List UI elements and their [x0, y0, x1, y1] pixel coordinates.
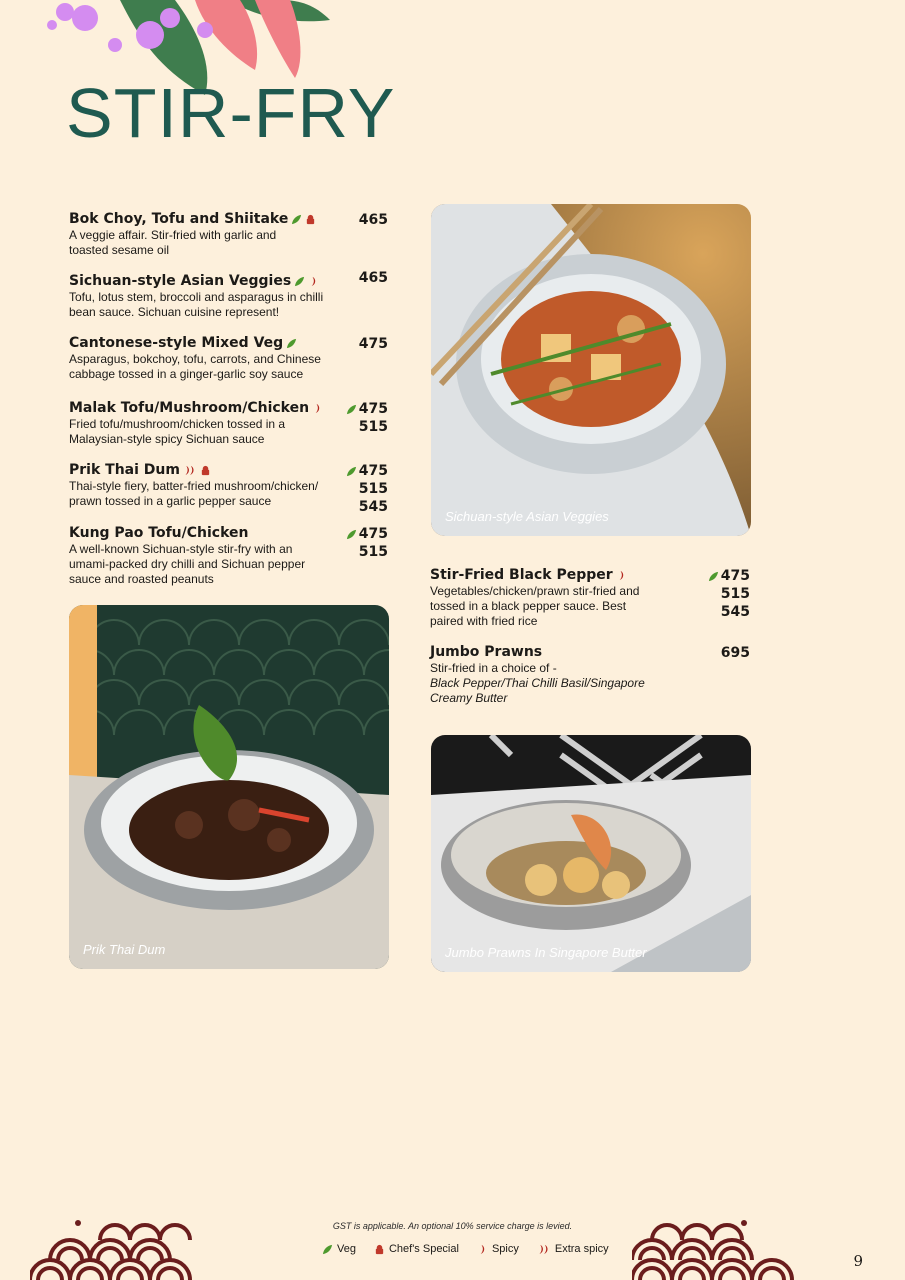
item-name: Bok Choy, Tofu and Shiitake — [69, 211, 289, 227]
veg-icon — [346, 466, 357, 477]
price: 475 — [358, 526, 388, 542]
item-prices — [319, 335, 388, 353]
price: 465 — [358, 212, 388, 228]
item-name: Cantonese-style Mixed Veg — [69, 335, 284, 351]
photo-jumbo-prawns — [431, 735, 751, 972]
item-description: A veggie affair. Stir-fried with garlic and toasted sesame oil — [69, 228, 277, 257]
veg-icon — [286, 338, 297, 349]
price: 515 — [358, 419, 388, 435]
price: 515 — [720, 586, 750, 602]
item-description-options: Black Pepper/Thai Chilli Basil/Singapore Creamy Butter — [430, 676, 645, 705]
item-name: Prik Thai Dum — [69, 462, 180, 478]
price: 475 — [720, 568, 750, 584]
price: 475 — [358, 463, 388, 479]
legend-item — [477, 1243, 519, 1255]
item-prices — [680, 567, 750, 621]
item-name: Malak Tofu/Mushroom/Chicken — [69, 400, 310, 416]
price: 515 — [358, 481, 388, 497]
photo-prik-thai-dum — [69, 605, 389, 969]
photo-caption: Sichuan-style Asian Veggies — [445, 509, 609, 524]
legend-label: Spicy — [491, 1243, 519, 1255]
menu-item-kung-pao — [69, 525, 389, 587]
legend-label: Extra spicy — [554, 1243, 609, 1255]
item-prices — [680, 644, 750, 662]
photo-caption: Prik Thai Dum — [83, 942, 166, 957]
legend-item — [374, 1243, 459, 1255]
menu-item-sichuan-veggies — [69, 270, 389, 320]
spicy-icon — [616, 570, 627, 581]
spicy-icon — [308, 276, 319, 287]
extra-spicy-icon — [183, 465, 197, 476]
legend-label: Chef's Special — [388, 1243, 459, 1255]
chef-special-icon — [200, 465, 211, 476]
chef-special-icon — [374, 1244, 385, 1255]
veg-icon — [322, 1244, 333, 1255]
photo-sichuan-veggies — [431, 204, 751, 536]
menu-item-prik-thai-dum — [69, 462, 389, 515]
item-name: Kung Pao Tofu/Chicken — [69, 525, 249, 541]
wave-decoration-right — [632, 1215, 798, 1280]
icon-legend — [322, 1243, 609, 1255]
price: 695 — [720, 645, 750, 661]
price: 475 — [358, 336, 388, 352]
legend-item — [322, 1243, 356, 1255]
item-name: Jumbo Prawns — [430, 644, 543, 660]
chef-special-icon — [305, 214, 316, 225]
price: 545 — [720, 604, 750, 620]
veg-icon — [346, 529, 357, 540]
menu-item-jumbo-prawns — [430, 644, 751, 706]
photo-caption: Jumbo Prawns In Singapore Butter — [445, 945, 647, 960]
veg-icon — [708, 571, 719, 582]
item-prices — [319, 211, 388, 229]
item-prices — [319, 269, 388, 287]
menu-item-malak — [69, 400, 389, 447]
item-description: Tofu, lotus stem, broccoli and asparagus in chilli bean sauce. Sichuan cuisine represent! — [69, 290, 324, 319]
item-name: Stir-Fried Black Pepper — [430, 567, 613, 583]
item-description: Thai-style fiery, batter-fried mushroom/chicken/ prawn tossed in a garlic pepper sauce — [69, 479, 319, 508]
page-number: 9 — [853, 1252, 863, 1270]
extra-spicy-icon — [537, 1244, 551, 1255]
veg-icon — [291, 214, 302, 225]
price: 515 — [358, 544, 388, 560]
veg-icon — [346, 404, 357, 415]
item-prices — [319, 525, 388, 561]
menu-item-cantonese-mixed-veg — [69, 335, 389, 382]
item-description: Asparagus, bokchoy, tofu, carrots, and Chinese cabbage tossed in a ginger-garlic soy sauce — [69, 352, 321, 381]
item-description: Vegetables/chicken/prawn stir-fried and tossed in a black pepper sauce. Best paired with fried rice — [430, 584, 640, 628]
price: 465 — [358, 270, 388, 286]
menu-item-bok-choy — [69, 211, 389, 258]
item-name: Sichuan-style Asian Veggies — [69, 273, 292, 289]
legend-label: Veg — [337, 1243, 356, 1255]
item-description: Fried tofu/mushroom/chicken tossed in a Malaysian-style spicy Sichuan sauce — [69, 417, 286, 446]
page-title: STIR-FRY — [66, 74, 396, 152]
item-prices — [319, 400, 388, 436]
item-description: A well-known Sichuan-style stir-fry with an umami-packed dry chilli and Sichuan pepper sauce and roasted peanuts — [69, 542, 306, 586]
price: 475 — [358, 401, 388, 417]
legend-item — [537, 1243, 609, 1255]
spicy-icon — [477, 1244, 488, 1255]
item-description: Stir-fried in a choice of - — [430, 661, 557, 675]
price: 545 — [358, 499, 388, 515]
veg-icon — [294, 276, 305, 287]
item-prices — [319, 462, 388, 516]
menu-item-black-pepper — [430, 567, 751, 629]
tax-note: GST is applicable. An optional 10% service charge is levied. — [332, 1221, 573, 1231]
